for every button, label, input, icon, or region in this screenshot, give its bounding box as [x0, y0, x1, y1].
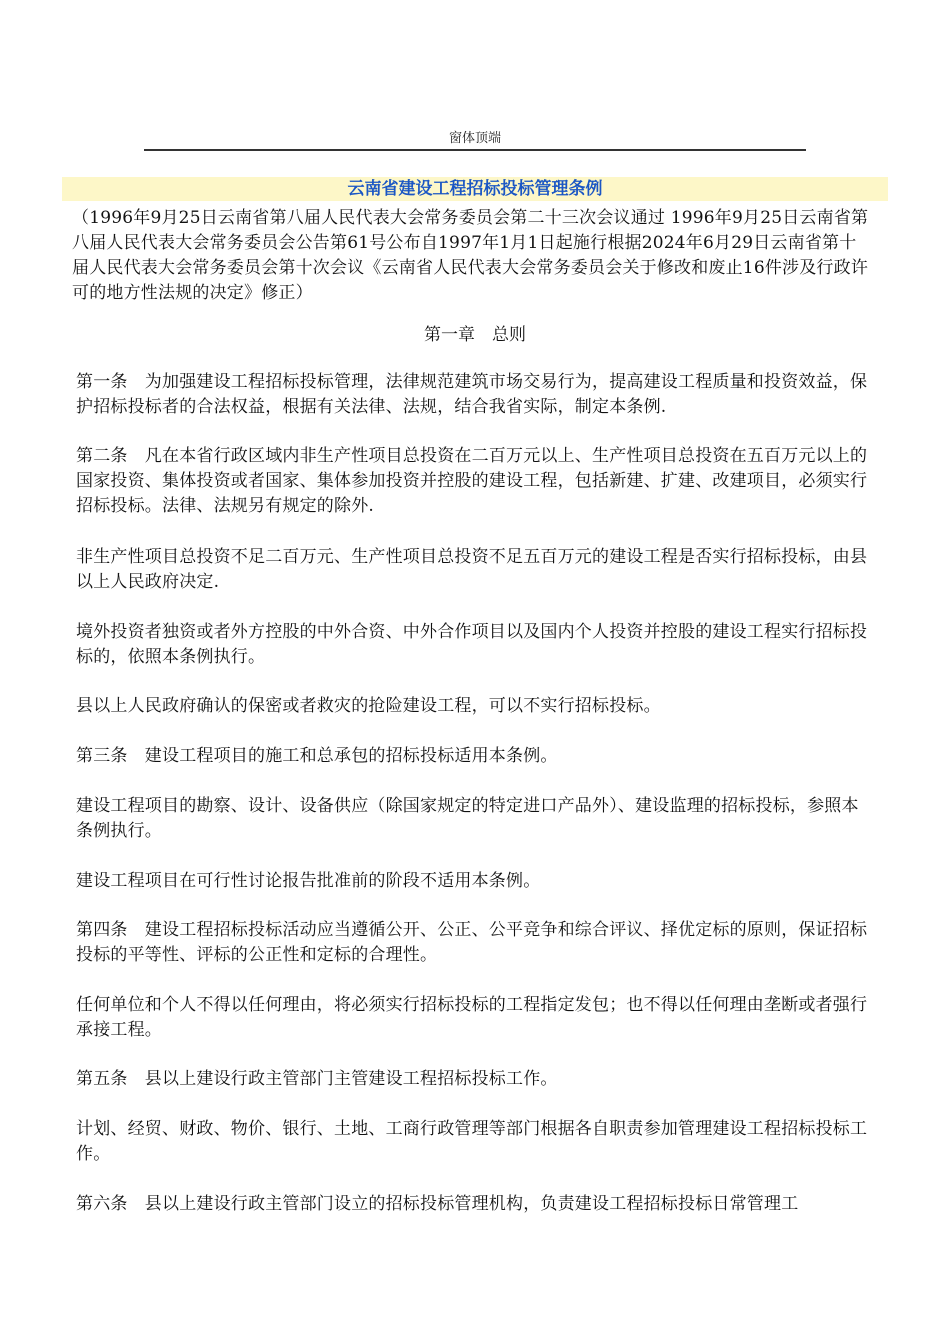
article-2-paragraph: 第二条 凡在本省行政区域内非生产性项目总投资在二百万元以上、生产性项目总投资在五百万元以上的国家投资、集体投资或者国家、集体参加投资并控股的建设工程，包括新建、扩建、改建项目，必须实行招标投标。法律、法规另有规定的除外.: [76, 446, 868, 516]
article-1-paragraph: 第一条 为加强建设工程招标投标管理，法律规范建筑市场交易行为，提高建设工程质量和投资效益，保护招标投标者的合法权益，根据有关法律、法规，结合我省实际，制定本条例.: [76, 372, 868, 417]
article-6-paragraph: 第六条 县以上建设行政主管部门设立的招标投标管理机构，负责建设工程招标投标日常管理工: [76, 1194, 799, 1214]
form-top-label: 窗体顶端: [448, 131, 501, 146]
article-3-paragraph-3: 建设工程项目在可行性讨论报告批准前的阶段不适用本条例。: [76, 871, 541, 891]
document-subtitle: （1996年9月25日云南省第八届人民代表大会常务委员会第二十三次会议通过 1996年9月25日云南省第八届人民代表大会常务委员会公告第61号公布自1997年1月1日起施行根据2024年6月29日云南省第十届人民代表大会常务委员会第十次会议《云南省人民代表大会常务委员会关于修改和废止16件涉及行政许可的地方性法规的决定》修正）: [72, 208, 869, 303]
top-divider: [144, 149, 806, 151]
article-2-paragraph-4: 县以上人民政府确认的保密或者救灾的抢险建设工程，可以不实行招标投标。: [76, 696, 661, 716]
article-4-paragraph: 第四条 建设工程招标投标活动应当遵循公开、公正、公平竞争和综合评议、择优定标的原则，保证招标投标的平等性、评标的公正性和定标的合理性。: [76, 920, 868, 965]
article-3-paragraph: 第三条 建设工程项目的施工和总承包的招标投标适用本条例。: [76, 746, 558, 766]
article-3-paragraph-2: 建设工程项目的勘察、设计、设备供应（除国家规定的特定进口产品外）、建设监理的招标投标，参照本条例执行。: [76, 796, 859, 841]
document-title: 云南省建设工程招标投标管理条例: [347, 179, 603, 199]
article-2-paragraph-2: 非生产性项目总投资不足二百万元、生产性项目总投资不足五百万元的建设工程是否实行招标投标，由县以上人民政府决定.: [76, 547, 868, 592]
article-5-paragraph: 第五条 县以上建设行政主管部门主管建设工程招标投标工作。: [76, 1069, 558, 1089]
article-4-paragraph-2: 任何单位和个人不得以任何理由，将必须实行招标投标的工程指定发包；也不得以任何理由垄断或者强行承接工程。: [76, 995, 868, 1040]
article-2-paragraph-3: 境外投资者独资或者外方控股的中外合资、中外合作项目以及国内个人投资并控股的建设工程实行招标投标的，依照本条例执行。: [76, 622, 868, 667]
chapter-heading: 第一章 总则: [424, 325, 526, 345]
article-5-paragraph-2: 计划、经贸、财政、物价、银行、土地、工商行政管理等部门根据各自职责参加管理建设工程招标投标工作。: [76, 1119, 868, 1164]
